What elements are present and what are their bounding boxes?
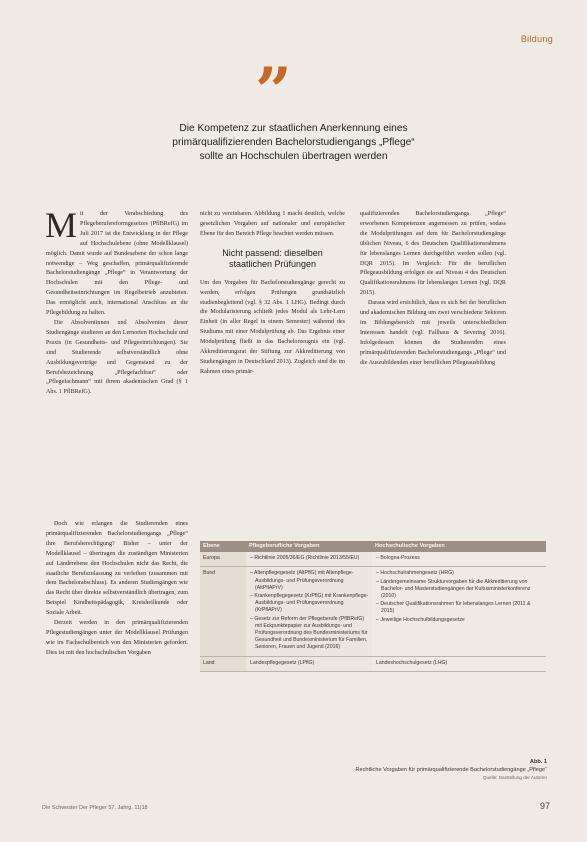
nursing-cell: [246, 567, 372, 656]
column-header: Pflegeberufliche Vorgaben: [246, 541, 372, 552]
table-row: [200, 567, 546, 656]
page-number: 97: [539, 801, 550, 811]
list-item: – Krankenpflegegesetz (KrPflG) mit Krankenpflege-Ausbildungs- und Prüfungsverordnung (KrPflAPrV): [250, 593, 369, 614]
article-paragraph: Derzeit werden in den primärqualifizierenden Pflegestudiengängen unter der Modellklausel Prüfungen wie im Fachschulbereich von den Ministerien gefordert. Dies ist mit den hochschulischen Vorgaben: [46, 620, 188, 656]
list-item: – Gesetz zur Reform der Pflegeberufe (PflBRefG) mit Eckpunktepapier zur Ausbildungs- und Prüfungsverordnung des Bundesministeriums für Gesundheit und Bundesministerium für Familien, Senioren, Frauen und Jugend (2016): [250, 615, 368, 651]
pull-quote-line: Die Kompetenz zur staatlichen Anerkennung eines: [179, 123, 408, 134]
article-paragraph: nicht zu vereinbaren. Abbildung 1 macht deutlich, welche gesetzlichen Vorgaben auf nationaler und europäischer Ebene für den Bereich Pflege beachtet werden müssen.: [200, 211, 345, 237]
table-row: [200, 656, 546, 671]
list-item: – Richtlinie 2005/36/EG (Richtlinie 2013/55/EU): [250, 555, 360, 562]
list-item: – Bologna-Prozess: [376, 555, 420, 562]
level-cell: Bund: [200, 567, 246, 656]
column-header: Hochschulische Vorgaben: [372, 541, 546, 552]
figure-caption-text: Rechtliche Vorgaben für primärqualifizierende Bachelorstudiengänge „Pflege“: [355, 767, 547, 773]
section-tag: Bildung: [520, 34, 553, 44]
level-cell: Europa: [200, 552, 246, 567]
journal-footer: Die Schwester Der Pfleger 57. Jahrg. 11|18: [42, 805, 148, 811]
list-item: Landeshochschulgesetz (LHG): [376, 659, 448, 666]
list-item: – Ländergemeinsame Strukturvorgaben für die Akkreditierung von Bachelor- und Masterstudiengängen der Kultusministerkonferenz (2010): [376, 578, 531, 600]
list-item: – Deutscher Qualifikationsrahmen für lebenslanges Lernen (2011 & 2015): [376, 601, 531, 615]
list-item: – Jeweilige Hochschulbildungsgesetze: [376, 616, 465, 623]
list-item: – Hochschulrahmengesetz (HRG): [376, 570, 454, 577]
university-cell: [372, 656, 546, 671]
article-column-2: [200, 210, 345, 378]
table-header-row: [200, 541, 546, 552]
article-column-3: [360, 210, 506, 369]
nursing-cell: [246, 656, 372, 671]
paragraph-text: it der Verabschiedung des Pflegeberufereformgesetzes (PflBRefG) im Juli 2017 ist die Entwicklung in der Pflege auf Hochschulebene (ohne Modellklausel) möglich. Damit wurde auf Bundesebene der schon lange notwendige – Weg geschaffen, primärqualifizierende Bachelorstudiengänge „Pflege“ in Verantwortung der Hochschulen mit den Pflege- und Gesundheitseinrichtungen im Regelbetrieb anzubieten. Das ermöglicht auch, international Anschluss an die Pflegebildung zu halten.: [46, 211, 188, 317]
regulations-table: [200, 541, 546, 672]
pull-quote: [90, 122, 497, 164]
article-paragraph: qualifizierenden Bachelorstudiengangs „Pflege“ erworbenen Kompetenzen angemessen zu prüfen, sodass die Modulprüfungen auf dem für Bachelorstudiengänge üblichen Niveau, 6 des Deutschen Qualifikationsrahmens für lebenslanges Lernen durchgeführt werden sollen (vgl. DQR 2015). Im Vergleich: Für die beruflichen Pflegeausbildung erfolgen sie auf Niveau 4 des Deutschen Qualifikationsrahmens für lebenslanges Lernen (vgl. DQR 2015).: [360, 211, 506, 297]
university-cell: [372, 567, 546, 656]
level-cell: Land: [200, 656, 246, 671]
nursing-cell: [246, 552, 372, 567]
pull-quote-line: sollte an Hochschulen übertragen werden: [199, 151, 388, 162]
figure-label: Abb. 1: [529, 759, 547, 765]
table-row: [200, 552, 546, 567]
figure-source: Quelle: Darstellung der Autoren: [482, 775, 547, 780]
quote-mark-icon: ”: [255, 54, 292, 129]
pull-quote-line: primärqualifizierenden Bachelorstudiengangs „Pflege“: [172, 137, 415, 148]
article-paragraph: Die Absolventinnen und Absolventen dieser Studiengänge studieren an den Lernorten Hochschule und Praxis (in Gesundheits- und Pflegeeinrichtungen). Sie sind Studierende selbstverständlich ohne Ausbildungsverträge und Gegenstand zu der Berufsbezeichnung „Pflegefachfrau“ oder „Pflegefachmann“ mit ihrem akademischen Grad (§ 1 Abs. 1 PflBRefG).: [46, 319, 188, 396]
article-paragraph: Um den Vorgaben für Bachelorstudiengänge gerecht zu werden, erfolgen Prüfungen grundsätzlich studienbegleitend (vgl. § 32 Abs. 1 LHG). Bedingt durch die Modularisierung schließt jedes Modul als Lehr-Lern Einheit (in aller Regel in einem Semester) während des Studiums mit einer Modulprüfung ab. Das Ergebnis einer Modulprüfung fließt in das Bachelorzeugnis ein (vgl. Akkreditierungsrat der Stiftung zur Akkreditierung von Studiengängen in Deutschland 2013). Zugleich sind die im Rahmen eines primär-: [200, 279, 345, 375]
subheading: Nicht passend: dieselben staatlichen Prüfungen: [222, 247, 323, 270]
article-column-1: [45, 205, 188, 398]
figure-table: [200, 541, 546, 672]
figure-caption: [217, 758, 547, 782]
drop-cap: M: [45, 205, 78, 245]
article-paragraph: Doch wie erlangen die Studierenden eines primärqualifizierenden Bachelorstudiengangs „Pflege“ ihre Berufsberechtigung? Bisher – unter der Modellklausel – übertragen die zuständigen Ministerien auf Länderebene den Hochschulen nicht das Recht, die staatliche Berufszulassung zu verleihen (zusammen mit dem Bachelorabschluss). Es anderen Studiengängen wie das Recht über direkte selbstverständlich übertragen, zum Beispiel Kindheitspädagogik, Kreisheilkunde oder Soziale Arbeit.: [46, 521, 188, 617]
university-cell: [372, 552, 546, 567]
column-header: Ebene: [200, 541, 246, 552]
article-column-1-bottom: [46, 520, 188, 659]
list-item: Landespflegegesetz (LPflG): [250, 659, 315, 666]
article-paragraph: [45, 205, 188, 319]
article-paragraph: Daraus wird ersichtlich, dass es sich bei der beruflichen und akademischen Bildung um zwei verschiedene Sektoren im Bildungsbereich mit jeweils unterschiedlichen Interessen handelt (vgl. Fallhaus & Severing 2016). Infolgedessen können die Studierenden eines primärqualifizierenden Bachelorstudiengangs „Pflege“ und die Auszubildenden einer beruflichen Pflegeausbildung: [360, 300, 506, 366]
list-item: – Altenpflegegesetz (AltPflG) mit Altenpflege-Ausbildungs- und Prüfungsverordnung (AltPflAPrV): [250, 570, 354, 591]
